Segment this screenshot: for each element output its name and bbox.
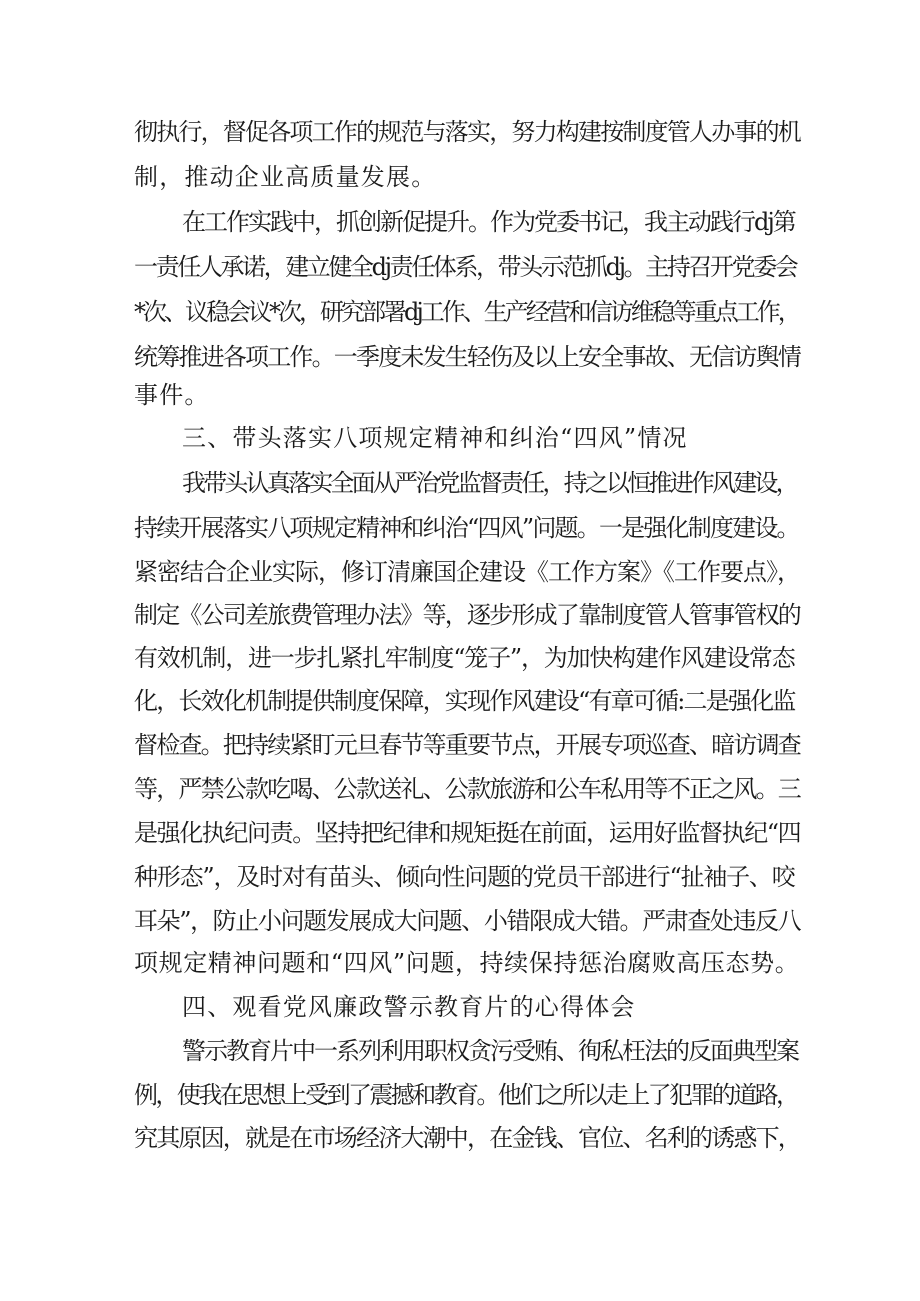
body-text-line: 紧密结合企业实际，修订清廉国企建设《工作方案》《工作要点》， (134, 558, 800, 586)
paragraph-first-line: 警示教育片中一系列利用职权贪污受贿、徇私枉法的反面典型案 (182, 1037, 798, 1065)
body-text-line: 持续开展落实八项规定精神和纠治“四风”问题。一是强化制度建设。 (134, 514, 799, 542)
body-text-line: 彻执行，督促各项工作的规范与落实，努力构建按制度管人办事的机 (134, 118, 800, 146)
body-text-line: 一责任人承诺，建立健全dj责任体系，带头示范抓dj。主持召开党委会 (134, 253, 797, 281)
body-text-line: 究其原因，就是在市场经济大潮中，在金钱、官位、名利的诱惑下， (134, 1124, 800, 1152)
body-text-line: 制定《公司差旅费管理办法》等，逐步形成了靠制度管人管事管权的 (134, 601, 800, 629)
body-text-line: 统筹推进各项工作。一季度未发生轻伤及以上安全事故、无信访舆情 (134, 343, 800, 371)
body-text-line: *次、议稳会议*次，研究部署dj工作、生产经营和信访维稳等重点工作， (134, 298, 799, 326)
body-text-line: 有效机制，进一步扎紧扎牢制度“笼子”，为加快构建作风建设常态 (134, 644, 795, 672)
paragraph-first-line: 在工作实践中，抓创新促提升。作为党委书记，我主动践行dj第 (182, 208, 795, 236)
body-text-line: 耳朵”，防止小问题发展成大问题、小错限成大错。严肃查处违反八 (134, 907, 801, 935)
body-text-line: 种形态”，及时对有苗头、倾向性问题的党员干部进行“扯袖子、咬 (134, 863, 795, 891)
body-text-line: 是强化执纪问责。坚持把纪律和规矩挺在前面，运用好监督执纪“四 (134, 819, 801, 847)
section-heading: 四、观看党风廉政警示教育片的心得体会 (182, 993, 636, 1021)
body-text-line: 督检查。把持续紧盯元旦春节等重要节点，开展专项巡查、暗访调查 (134, 731, 800, 759)
body-text-line: 等，严禁公款吃喝、公款送礼、公款旅游和公车私用等不正之风。三 (134, 775, 800, 803)
body-text-line: 事件。 (134, 381, 210, 409)
body-text-line: 例，使我在思想上受到了震撼和教育。他们之所以走上了犯罪的道路， (134, 1081, 798, 1109)
body-text-line: 制，推动企业高质量发展。 (134, 163, 437, 191)
section-heading: 三、带头落实八项规定精神和纠治“四风”情况 (182, 424, 688, 452)
body-text-line: 项规定精神问题和“四风”问题，持续保持惩治腐败高压态势。 (134, 949, 800, 977)
body-text-line: 化，长效化机制提供制度保障，实现作风建设“有章可循:二是强化监 (134, 687, 795, 715)
paragraph-first-line: 我带头认真落实全面从严治党监督责任，持之以恒推进作风建设， (182, 469, 797, 497)
